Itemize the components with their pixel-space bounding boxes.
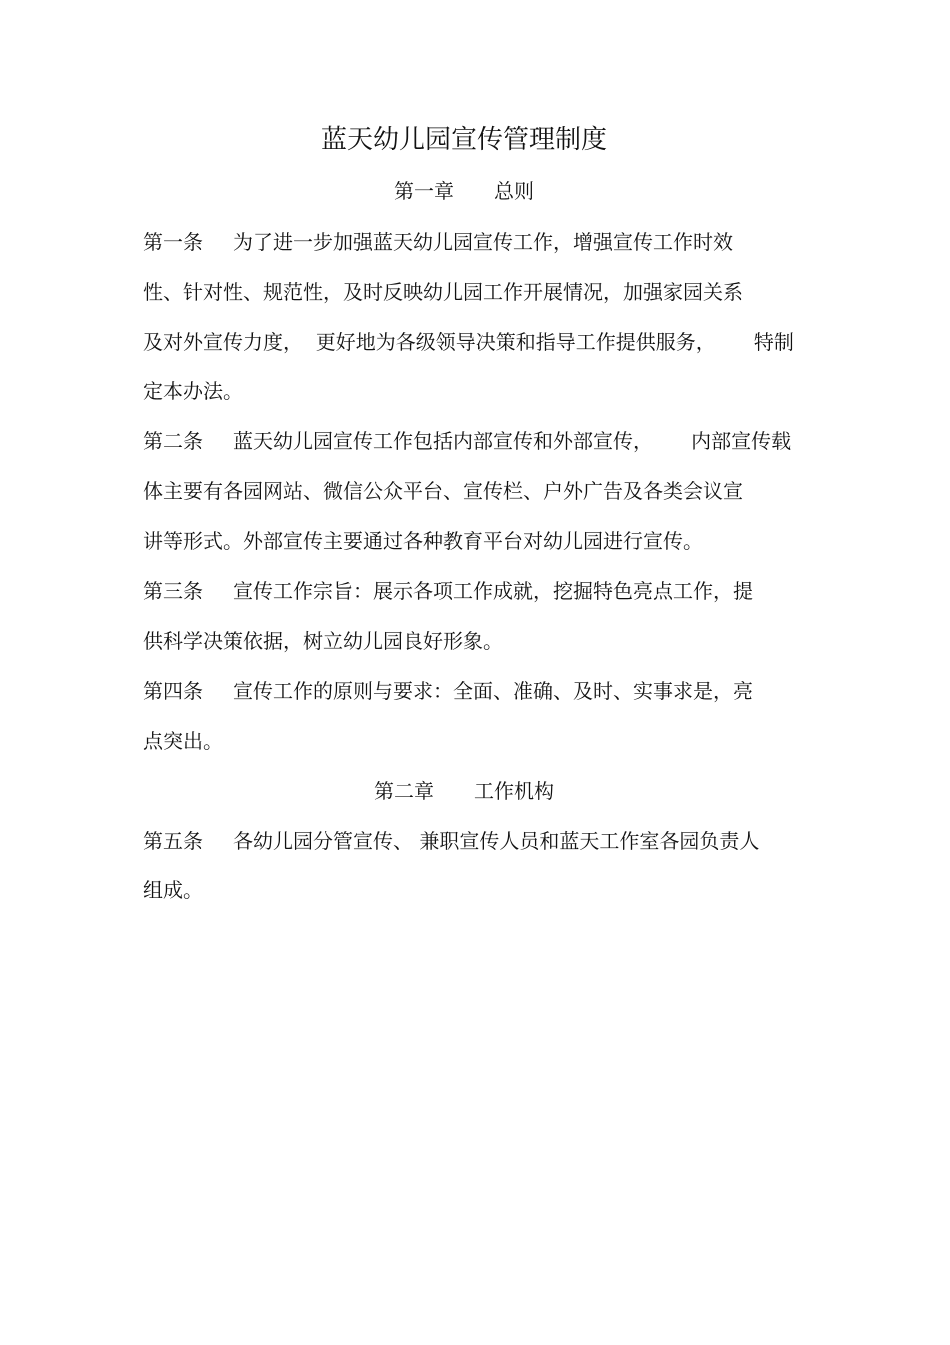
article-2-line-2: 体主要有各园网站、微信公众平台、宣传栏、户外广告及各类会议宣 xyxy=(143,479,743,503)
article-2-line-3: 讲等形式。外部宣传主要通过各种教育平台对幼儿园进行宣传。 xyxy=(143,529,703,553)
document-title: 蓝天幼儿园宣传管理制度 xyxy=(320,125,607,155)
article-1-line-3: 及对外宣传力度， 更好地为各级领导决策和指导工作提供服务， 特制 xyxy=(143,330,794,354)
article-1-line-2: 性、针对性、规范性，及时反映幼儿园工作开展情况，加强家园关系 xyxy=(143,280,743,304)
chapter-2-heading: 第二章 工作机构 xyxy=(374,779,554,803)
article-4-number: 第四条 xyxy=(143,679,203,703)
article-3-line-1: 第三条 宣传工作宗旨：展示各项工作成就，挖掘特色亮点工作，提 xyxy=(143,576,823,606)
article-1-line-4: 定本办法。 xyxy=(143,379,243,403)
article-5-line-2: 组成。 xyxy=(143,878,203,902)
article-2-number: 第二条 xyxy=(143,429,203,453)
article-5-number: 第五条 xyxy=(143,829,203,853)
article-4-line-2: 点突出。 xyxy=(143,729,223,753)
article-1-number: 第一条 xyxy=(143,230,203,254)
article-3-line-2: 供科学决策依据，树立幼儿园良好形象。 xyxy=(143,629,503,653)
article-1-line-1: 第一条 为了进一步加强蓝天幼儿园宣传工作，增强宣传工作时效 xyxy=(143,227,823,257)
article-5-line-1: 第五条 各幼儿园分管宣传、 兼职宣传人员和蓝天工作室各园负责人 xyxy=(143,826,823,856)
article-2-line-1: 第二条 蓝天幼儿园宣传工作包括内部宣传和外部宣传， 内部宣传载 xyxy=(143,426,823,456)
article-4-line-1: 第四条 宣传工作的原则与要求：全面、准确、及时、实事求是，亮 xyxy=(143,676,823,706)
article-3-number: 第三条 xyxy=(143,579,203,603)
chapter-1-heading: 第一章 总则 xyxy=(394,179,534,203)
